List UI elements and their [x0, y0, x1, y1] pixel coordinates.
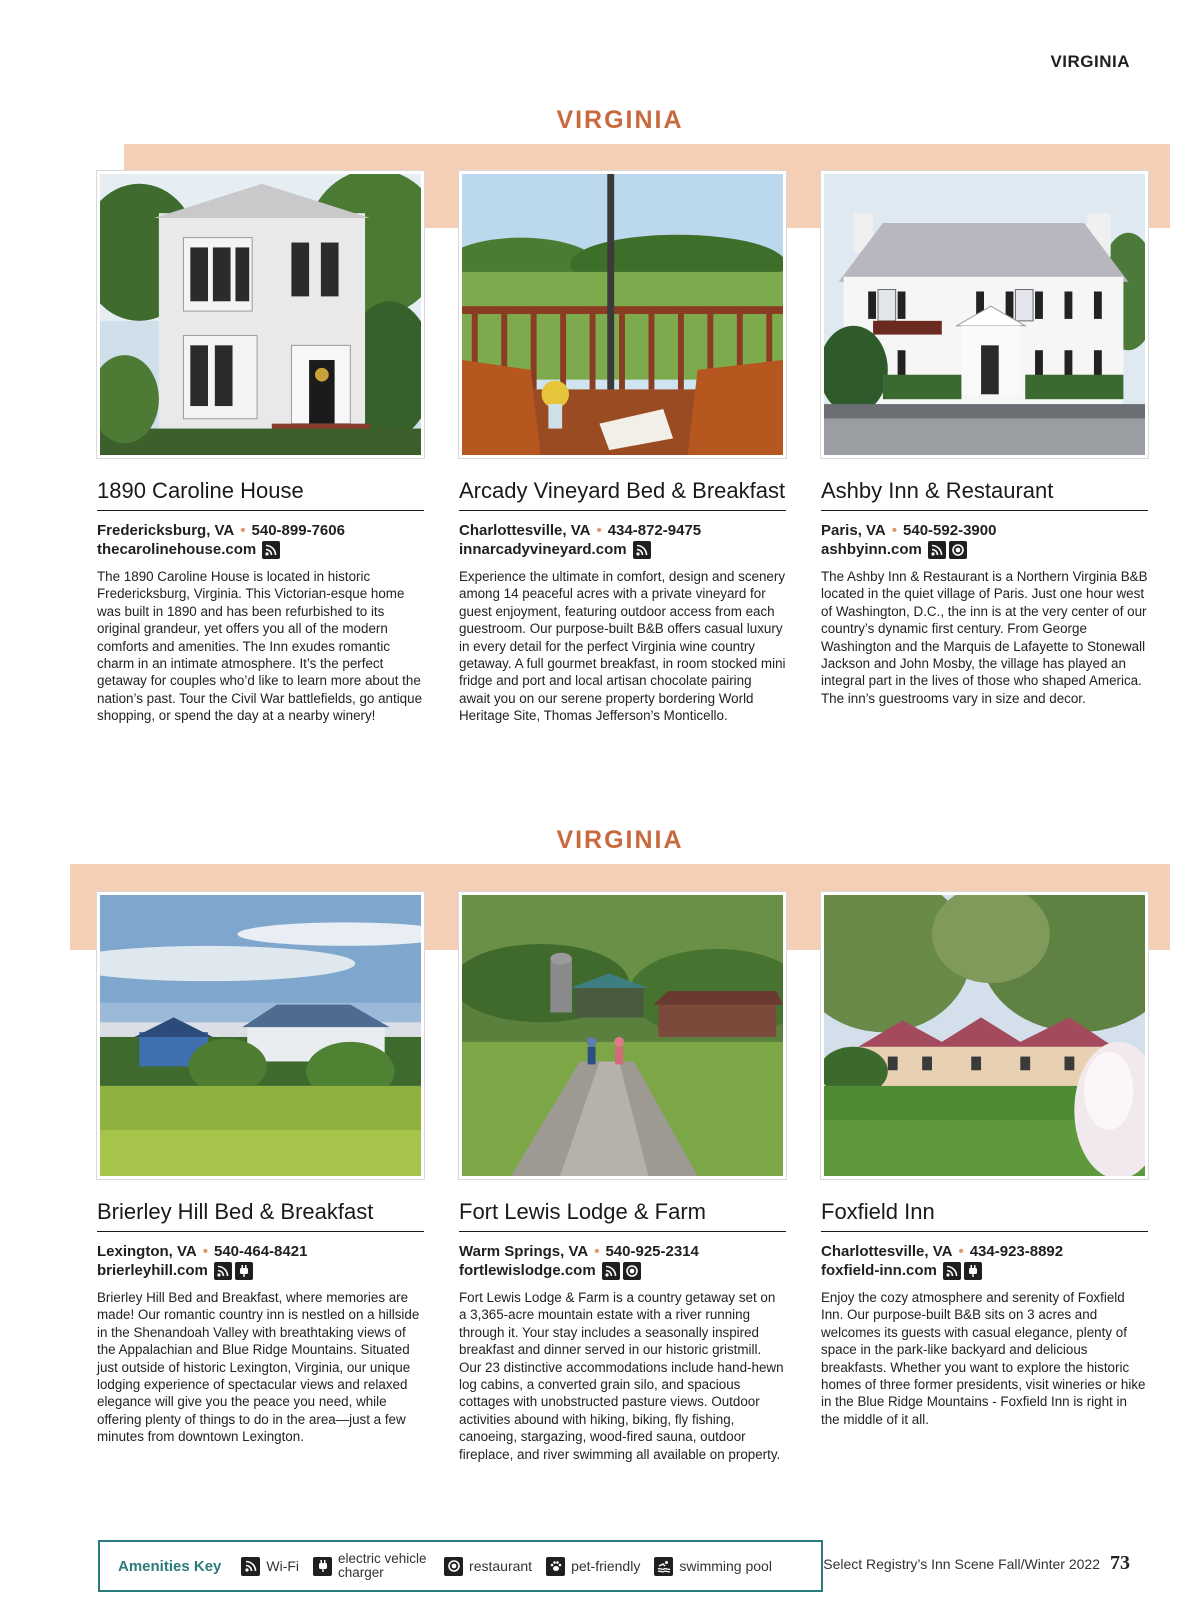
listing-contact: [821, 1242, 1148, 1261]
listing-photo[interactable]: [459, 171, 786, 458]
corner-state-label: VIRGINIA: [1050, 52, 1130, 71]
listing-photo[interactable]: [459, 892, 786, 1179]
listing-city: Warm Springs, VA: [459, 1243, 589, 1260]
listing-name: Fort Lewis Lodge & Farm: [459, 1199, 786, 1232]
listing-card: [821, 892, 1148, 1428]
listing-phone[interactable]: 540-899-7606: [251, 522, 345, 539]
listing-card: [459, 171, 786, 725]
listing-phone[interactable]: 434-872-9475: [607, 522, 702, 539]
key-item-ev-charger: [313, 1552, 430, 1580]
wifi-icon: [241, 1557, 260, 1576]
listing-phone[interactable]: 540-592-3900: [903, 522, 997, 539]
key-label: restaurant: [469, 1558, 533, 1574]
listing-description: Experience the ultimate in comfort, design and scenery among 14 peaceful acres with a private vineyard for guest enjoyment, featuring outdoor access from each guestroom. Our purpose-built B&B offers casual luxury in every detail for the perfect Virginia wine country getaway. A full gourmet breakfast, in room stocked mini fridge and port and local artisan chocolate pairing await you on our serene property bordering World Heritage Site, Thomas Jefferson’s Monticello.: [459, 569, 786, 724]
listing-description: The 1890 Caroline House is located in historic Fredericksburg, Virginia. This Victorian-esque home was built in 1890 and has been refurbished to its original grandeur, yet offers you all of the modern comforts and amenities. The Inn exudes romantic charm in an intimate atmosphere. It’s the perfect getaway for couples who’d like to learn more about the nation’s past. Tour the Civil War battlefields, go antique shopping, or spend the day at a nearby winery!: [97, 569, 423, 724]
key-item-pet-friendly: [546, 1557, 640, 1576]
key-label: pet-friendly: [571, 1558, 641, 1574]
listing-phone[interactable]: 540-925-2314: [605, 1243, 699, 1260]
key-label: electric vehicle charger: [338, 1551, 427, 1580]
ev-charger-icon: [235, 1262, 253, 1280]
listing-city: Fredericksburg, VA: [97, 522, 235, 539]
listing-url[interactable]: innarcadyvineyard.com: [459, 541, 627, 558]
key-item-restaurant: [444, 1557, 532, 1576]
ev-charger-icon: [313, 1557, 332, 1576]
listing-card: [97, 892, 424, 1446]
listing-name: 1890 Caroline House: [97, 478, 424, 511]
ev-charger-icon: [964, 1262, 982, 1280]
listing-contact: [97, 1242, 424, 1261]
page-footer: [823, 1552, 1130, 1575]
wifi-icon: [928, 541, 946, 559]
listing-photo[interactable]: [821, 171, 1148, 458]
wifi-icon: [943, 1262, 961, 1280]
key-item-swimming-pool: [654, 1557, 772, 1576]
key-label: Wi-Fi: [266, 1558, 300, 1574]
listing-contact: [97, 521, 424, 540]
listing-url[interactable]: brierleyhill.com: [97, 1262, 208, 1279]
amenities-key: [98, 1540, 823, 1592]
separator-dot: •: [958, 1243, 964, 1260]
listing-description: Enjoy the cozy atmosphere and serenity of Foxfield Inn. Our purpose-built B&B sits on 3 acres and welcomes its guests with casual elegance, plenty of space in the park-like backyard and delicious breakfasts. Whether you want to explore the historic homes of three former presidents, visit wineries or hike in the Blue Ridge Mountains - Foxfield Inn is right in the middle of it all.: [821, 1290, 1146, 1427]
separator-dot: •: [594, 1243, 600, 1260]
amenities-key-title: Amenities Key: [118, 1557, 222, 1575]
listing-url[interactable]: foxfield-inn.com: [821, 1262, 937, 1279]
listing-description: Brierley Hill Bed and Breakfast, where memories are made! Our romantic country inn is nestled on a hillside in the Shenandoah Valley with breathtaking views of the Appalachian and Blue Ridge Mountains. Situated just outside of historic Lexington, Virginia, our unique lodging experience of spectacular views and relaxed elegance will give you the peace you need, while offering plenty of things to do in the area—just a few minutes from downtown Lexington.: [97, 1290, 420, 1445]
listing-url[interactable]: thecarolinehouse.com: [97, 541, 257, 558]
listing-card: [821, 171, 1148, 707]
listing-contact: [459, 521, 786, 540]
listing-city: Paris, VA: [821, 522, 886, 539]
listing-city: Lexington, VA: [97, 1243, 197, 1260]
listing-city: Charlottesville, VA: [459, 522, 591, 539]
listing-contact: [821, 521, 1148, 540]
listing-card: [459, 892, 786, 1463]
listing-name: Arcady Vineyard Bed & Breakfast: [459, 478, 786, 511]
listing-phone[interactable]: 540-464-8421: [214, 1243, 308, 1260]
listing-photo[interactable]: [97, 171, 424, 458]
pet-friendly-icon: [546, 1557, 565, 1576]
section-title: VIRGINIA: [556, 106, 684, 134]
separator-dot: •: [891, 522, 898, 539]
wifi-icon: [602, 1262, 620, 1280]
listing-name: Brierley Hill Bed & Breakfast: [97, 1199, 424, 1232]
listing-card: [97, 171, 424, 725]
wifi-icon: [262, 541, 280, 559]
separator-dot: •: [240, 522, 246, 539]
listing-phone[interactable]: 434-923-8892: [969, 1243, 1064, 1260]
listing-url[interactable]: fortlewislodge.com: [459, 1262, 596, 1279]
listing-description: The Ashby Inn & Restaurant is a Northern Virginia B&B located in the quiet village of Paris. Just one hour west of Washington, D.C., the inn is at the very center of our country’s dynamic first century. From George Washington and the Marquis de Lafayette to Stonewall Jackson and John Mosby, the village has played an integral part in the lives of those who shaped America. The inn’s guestrooms vary in size and decor.: [821, 569, 1148, 706]
key-label: swimming pool: [679, 1558, 772, 1574]
listing-contact: [459, 1242, 786, 1261]
swimming-pool-icon: [654, 1557, 673, 1576]
listing-city: Charlottesville, VA: [821, 1243, 953, 1260]
wifi-icon: [214, 1262, 232, 1280]
listing-name: Foxfield Inn: [821, 1199, 1148, 1232]
page-number: 73: [1110, 1552, 1130, 1574]
key-item-wifi: [241, 1557, 299, 1576]
restaurant-icon: [623, 1262, 641, 1280]
separator-dot: •: [596, 522, 602, 539]
listing-photo[interactable]: [97, 892, 424, 1179]
wifi-icon: [633, 541, 651, 559]
listing-url[interactable]: ashbyinn.com: [821, 541, 922, 558]
listing-description: Fort Lewis Lodge & Farm is a country getaway set on a 3,365-acre mountain estate with a river running through it. Your stay includes a seasonally inspired breakfast and dinner served in our historic gristmill. Our 23 distinctive accommodations include hand-hewn log cabins, a converted grain silo, and spacious cottages with unobstructed pasture views. Outdoor activities abound with hiking, biking, fly fishing, canoeing, stargazing, wood-fired sauna, outdoor fireplace, and river swimming all available on property.: [459, 1290, 784, 1462]
publication-title: Select Registry’s Inn Scene Fall/Winter 2022: [823, 1556, 1100, 1572]
restaurant-icon: [444, 1557, 463, 1576]
separator-dot: •: [202, 1243, 208, 1260]
section-title: VIRGINIA: [556, 826, 684, 854]
listing-name: Ashby Inn & Restaurant: [821, 478, 1148, 511]
listing-photo[interactable]: [821, 892, 1148, 1179]
restaurant-icon: [949, 541, 967, 559]
